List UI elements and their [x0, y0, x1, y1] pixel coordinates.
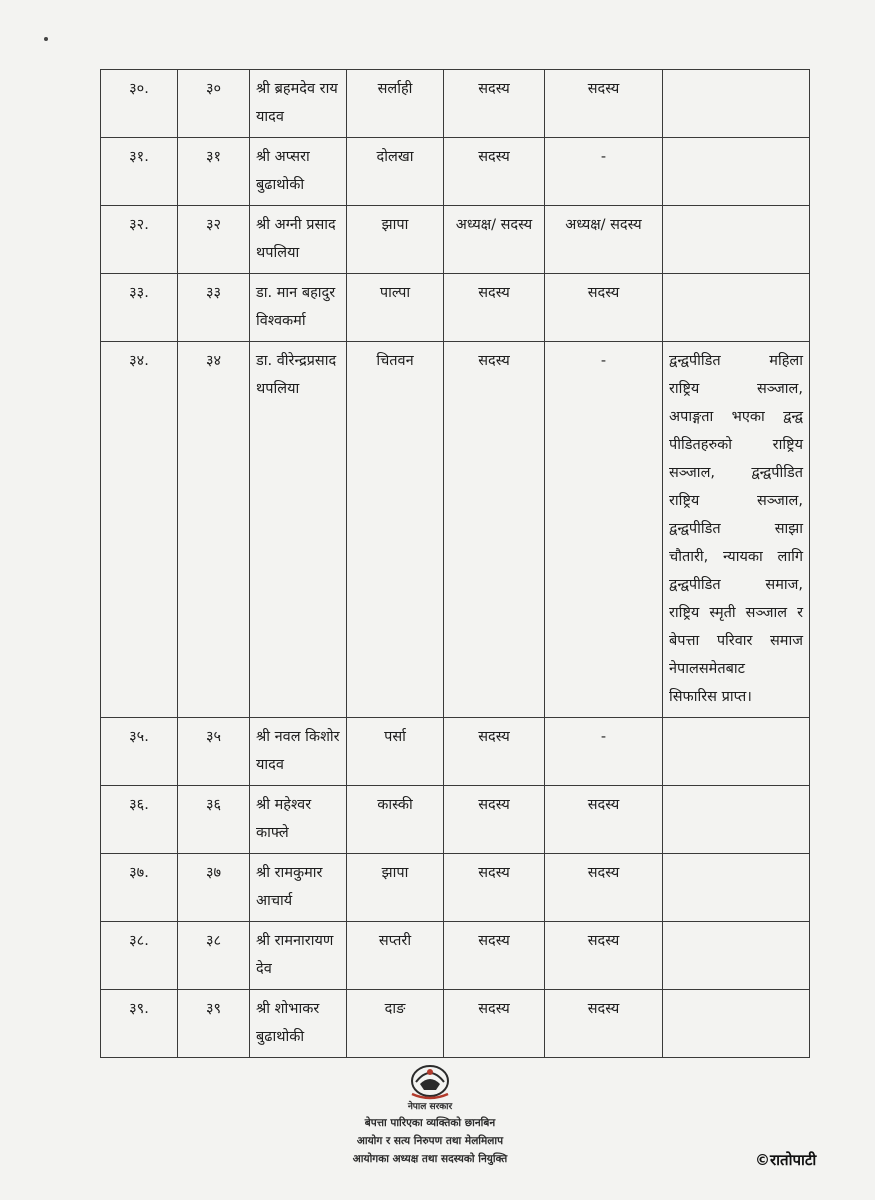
cell-role-1: सदस्य: [444, 786, 545, 854]
cell-name: श्री रामनारायण देव: [250, 922, 347, 990]
seal-line-1: बेपत्ता पारिएका व्यक्तिको छानबिन: [364, 1117, 496, 1129]
remarks-line: सञ्जाल, द्वन्द्वपीडित: [669, 465, 803, 481]
cell-name: श्री अप्सरा बुढाथोकी: [250, 138, 347, 206]
cell-role-1: सदस्य: [444, 342, 545, 718]
remarks-line: बेपत्ता परिवार समाज: [669, 633, 803, 649]
table-row: [101, 854, 810, 922]
cell-number: ३४: [178, 342, 250, 718]
cell-role-2: सदस्य: [545, 854, 663, 922]
nepal-emblem-icon: [406, 1060, 454, 1100]
cell-district: कास्की: [347, 786, 444, 854]
cell-serial: ३८.: [101, 922, 178, 990]
cell-role-2: सदस्य: [545, 70, 663, 138]
cell-district: झापा: [347, 854, 444, 922]
appointees-table: [100, 69, 810, 1058]
cell-number: ३८: [178, 922, 250, 990]
cell-remarks: [663, 274, 810, 342]
cell-role-2: -: [545, 138, 663, 206]
cell-district: झापा: [347, 206, 444, 274]
cell-remarks: [663, 786, 810, 854]
cell-role-2: -: [545, 342, 663, 718]
remarks-line: द्वन्द्वपीडित समाज,: [669, 577, 803, 593]
remarks-line: पीडितहरुको राष्ट्रिय: [669, 437, 803, 453]
cell-serial: ३४.: [101, 342, 178, 718]
cell-role-1: सदस्य: [444, 718, 545, 786]
cell-role-1: सदस्य: [444, 138, 545, 206]
cell-remarks: [663, 206, 810, 274]
cell-name: डा. वीरेन्द्रप्रसाद थपलिया: [250, 342, 347, 718]
remarks-line: राष्ट्रिय सञ्जाल,: [669, 493, 803, 509]
cell-district: चितवन: [347, 342, 444, 718]
cell-serial: ३५.: [101, 718, 178, 786]
cell-district: दोलखा: [347, 138, 444, 206]
cell-remarks: [663, 342, 810, 718]
source-credit: ©रातोपाटी: [755, 1151, 817, 1169]
cell-role-2: सदस्य: [545, 274, 663, 342]
table-row: [101, 990, 810, 1058]
cell-name: श्री शोभाकर बुढाथोकी: [250, 990, 347, 1058]
remarks-line: राष्ट्रिय सञ्जाल,: [669, 381, 803, 397]
cell-number: ३६: [178, 786, 250, 854]
paper-mark: [44, 37, 48, 41]
cell-serial: ३१.: [101, 138, 178, 206]
cell-number: ३५: [178, 718, 250, 786]
table-row: [101, 274, 810, 342]
cell-remarks: [663, 138, 810, 206]
cell-name: श्री नवल किशोर यादव: [250, 718, 347, 786]
table-row: [101, 718, 810, 786]
table-row: [101, 922, 810, 990]
cell-role-2: सदस्य: [545, 786, 663, 854]
cell-name: श्री ब्रहमदेव राय यादव: [250, 70, 347, 138]
cell-serial: ३०.: [101, 70, 178, 138]
cell-number: ३९: [178, 990, 250, 1058]
table-row: [101, 206, 810, 274]
remarks-line: द्वन्द्वपीडित महिला: [669, 353, 803, 369]
cell-remarks: [663, 922, 810, 990]
government-seal: [320, 1060, 540, 1168]
cell-serial: ३९.: [101, 990, 178, 1058]
cell-role-2: अध्यक्ष/ सदस्य: [545, 206, 663, 274]
table-row: [101, 342, 810, 718]
cell-district: पाल्पा: [347, 274, 444, 342]
remarks-line: नेपालसमेतबाट: [669, 661, 745, 677]
cell-name: श्री अग्नी प्रसाद थपलिया: [250, 206, 347, 274]
table-row: [101, 138, 810, 206]
remarks-line: चौतारी, न्यायका लागि: [669, 549, 803, 565]
cell-number: ३७: [178, 854, 250, 922]
seal-country: नेपाल सरकार: [407, 1102, 453, 1112]
table-row: [101, 70, 810, 138]
cell-role-2: सदस्य: [545, 990, 663, 1058]
remarks-line: द्वन्द्वपीडित साझा: [669, 521, 803, 537]
remarks-line: सिफारिस प्राप्त।: [669, 689, 752, 705]
remarks-line: राष्ट्रिय स्मृती सञ्जाल र: [669, 605, 803, 621]
cell-number: ३३: [178, 274, 250, 342]
cell-remarks: [663, 990, 810, 1058]
cell-role-1: सदस्य: [444, 274, 545, 342]
cell-name: श्री रामकुमार आचार्य: [250, 854, 347, 922]
cell-role-1: सदस्य: [444, 922, 545, 990]
seal-line-3: आयोगका अध्यक्ष तथा सदस्यको नियुक्ति: [352, 1153, 508, 1165]
cell-remarks: [663, 70, 810, 138]
cell-role-2: सदस्य: [545, 922, 663, 990]
cell-role-1: सदस्य: [444, 70, 545, 138]
remarks-line: अपाङ्गता भएका द्वन्द्व: [669, 409, 803, 425]
cell-serial: ३२.: [101, 206, 178, 274]
cell-number: ३२: [178, 206, 250, 274]
cell-role-2: -: [545, 718, 663, 786]
cell-serial: ३७.: [101, 854, 178, 922]
cell-role-1: सदस्य: [444, 854, 545, 922]
cell-name: डा. मान बहादुर विश्वकर्मा: [250, 274, 347, 342]
cell-role-1: सदस्य: [444, 990, 545, 1058]
cell-district: दाङ: [347, 990, 444, 1058]
cell-district: सप्तरी: [347, 922, 444, 990]
cell-number: ३१: [178, 138, 250, 206]
cell-number: ३०: [178, 70, 250, 138]
cell-serial: ३३.: [101, 274, 178, 342]
cell-district: सर्लाही: [347, 70, 444, 138]
cell-name: श्री महेश्वर काफ्ले: [250, 786, 347, 854]
cell-remarks: [663, 718, 810, 786]
cell-serial: ३६.: [101, 786, 178, 854]
cell-district: पर्सा: [347, 718, 444, 786]
table-row: [101, 786, 810, 854]
cell-role-1: अध्यक्ष/ सदस्य: [444, 206, 545, 274]
cell-remarks: [663, 854, 810, 922]
seal-line-2: आयोग र सत्य निरुपण तथा मेलमिलाप: [356, 1135, 504, 1147]
